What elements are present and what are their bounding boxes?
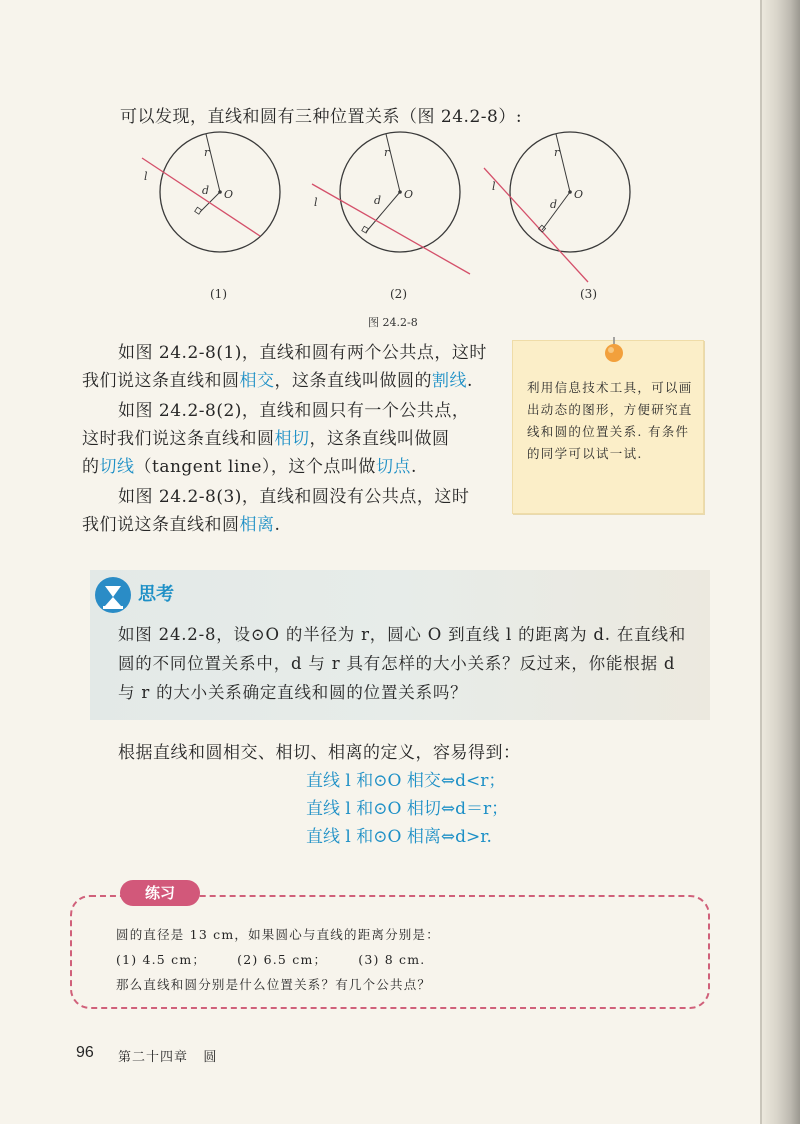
page-number: 96 xyxy=(76,1044,94,1061)
sublabel-3: (3) xyxy=(580,287,597,301)
svg-text:l: l xyxy=(144,170,148,183)
side-note xyxy=(512,340,704,514)
result-tangent: 直线 l 和⊙O 相切⇔d＝r； xyxy=(306,799,509,819)
figure-24-2-8 xyxy=(130,128,650,328)
circle-tangent xyxy=(312,132,470,274)
exercise-line2: (1) 4.5 cm； (2) 6.5 cm； (3) 8 cm. xyxy=(116,952,426,967)
exercise-line3: 那么直线和圆分别是什么位置关系？有几个公共点？ xyxy=(116,977,432,992)
svg-text:O: O xyxy=(574,188,584,201)
svg-text:O: O xyxy=(224,188,234,201)
para3-line1: 如图 24.2-8(3)，直线和圆没有公共点，这时 xyxy=(118,487,470,507)
svg-text:d: d xyxy=(202,184,210,197)
term-tangent-point: 切点 xyxy=(375,457,411,477)
svg-text:r: r xyxy=(554,146,560,159)
line-tangent xyxy=(312,184,470,274)
page-edge xyxy=(762,0,800,1124)
svg-text:l: l xyxy=(314,196,318,209)
term-intersect: 相交 xyxy=(239,371,275,391)
term-tangent-relation: 相切 xyxy=(274,429,310,449)
result-intersect: 直线 l 和⊙O 相交⇔d<r； xyxy=(306,771,506,791)
sublabel-1: (1) xyxy=(210,287,227,301)
para3-line2: 我们说这条直线和圆相离. xyxy=(82,515,281,535)
line-separate xyxy=(484,168,588,282)
chapter-title: 第二十四章 圆 xyxy=(118,1050,218,1065)
para2-line3: 的切线（tangent line），这个点叫做切点. xyxy=(82,457,417,477)
sublabel-2: (2) xyxy=(390,287,407,301)
svg-text:r: r xyxy=(204,146,210,159)
intro-text: 可以发现，直线和圆有三种位置关系（图 24.2-8）: xyxy=(120,107,523,127)
svg-text:r: r xyxy=(384,146,390,159)
pushpin-icon xyxy=(601,335,627,365)
figure-svg xyxy=(130,128,650,328)
term-secant: 割线 xyxy=(432,371,467,391)
para2-line2: 这时我们说这条直线和圆相切，这条直线叫做圆 xyxy=(82,429,450,449)
para2-line1: 如图 24.2-8(2)，直线和圆只有一个公共点， xyxy=(118,401,470,421)
side-note-text: 利用信息技术工具，可以画出动态的图形，方便研究直线和圆的位置关系. 有条件的同学可以试一试. xyxy=(527,380,693,461)
circle-secant xyxy=(142,132,280,252)
exercise-line1: 圆的直径是 13 cm，如果圆心与直线的距离分别是： xyxy=(116,927,440,942)
svg-text:d: d xyxy=(374,194,382,207)
conclusion-text: 根据直线和圆相交、相切、相离的定义，容易得到： xyxy=(118,743,521,763)
think-text: 如图 24.2-8，设⊙O 的半径为 r，圆心 O 到直线 l 的距离为 d. 在直线和圆的不同位置关系中，d 与 r 具有怎样的大小关系？反过来，你能根据 d 与 r 的大小关系确定直线和圆的位置关系吗？ xyxy=(118,625,687,702)
term-tangent-line: 切线 xyxy=(99,457,135,477)
figure-caption: 图 24.2-8 xyxy=(368,316,418,329)
result-separate: 直线 l 和⊙O 相离⇔d>r. xyxy=(306,827,492,847)
para1-line1: 如图 24.2-8(1)，直线和圆有两个公共点，这时 xyxy=(118,343,487,363)
svg-text:d: d xyxy=(550,198,558,211)
para1-line2: 我们说这条直线和圆相交，这条直线叫做圆的割线. xyxy=(82,371,473,391)
think-icon xyxy=(94,576,132,614)
term-separate: 相离 xyxy=(239,515,275,535)
svg-text:l: l xyxy=(492,180,496,193)
think-title: 思考 xyxy=(138,584,174,605)
circle-separate xyxy=(484,132,630,282)
exercise-tag: 练习 xyxy=(120,880,200,906)
svg-text:O: O xyxy=(404,188,414,201)
